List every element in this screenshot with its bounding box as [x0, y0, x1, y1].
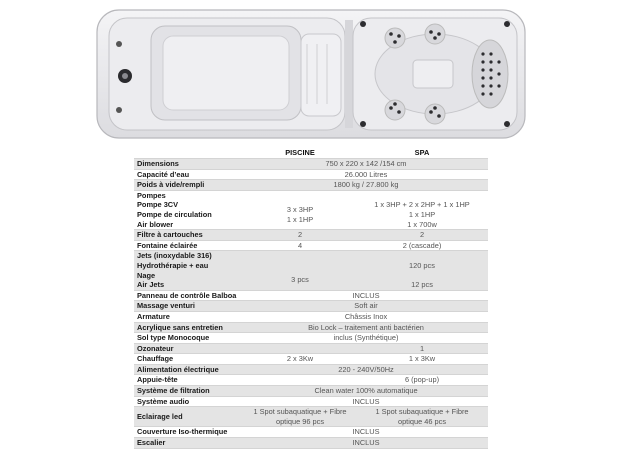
row-value-shared: INCLUS: [244, 427, 488, 438]
row-label: Poids à vide/rempli: [134, 180, 244, 191]
row-value-piscine: 4: [244, 240, 356, 251]
row-value-shared: Soft air: [244, 301, 488, 312]
row-label: Eclairage led: [134, 407, 244, 427]
table-row: [134, 159, 488, 170]
row-value-spa: 1 x 3Kw: [356, 354, 488, 365]
row-value-shared: INCLUS: [244, 438, 488, 449]
row-label: Acrylique sans entretien: [134, 322, 244, 333]
row-value-spa: 1 Spot subaquatique + Fibre optique 46 pcs: [356, 407, 488, 427]
table-row: [134, 251, 488, 290]
header-empty: [134, 148, 244, 159]
row-label: Capacité d’eau: [134, 169, 244, 180]
row-value-shared: Bio Lock – traitement anti bactérien: [244, 322, 488, 333]
row-label: Ozonateur: [134, 343, 244, 354]
table-row: [134, 311, 488, 322]
table-row: [134, 375, 488, 386]
table-row: [134, 301, 488, 312]
spec-table-body: [134, 159, 488, 449]
header-spa: SPA: [356, 148, 488, 159]
row-value-spa: 2 (cascade): [356, 240, 488, 251]
row-value-spa: 6 (pop-up): [356, 375, 488, 386]
table-row: [134, 407, 488, 427]
row-value-shared: inclus (Synthétique): [244, 333, 488, 344]
table-row: [134, 190, 488, 229]
table-row: [134, 180, 488, 191]
row-label: Appuie-tête: [134, 375, 244, 386]
row-label: Dimensions: [134, 159, 244, 170]
table-row: [134, 396, 488, 407]
row-value-shared: INCLUS: [244, 396, 488, 407]
row-label: Système de filtration: [134, 386, 244, 397]
row-label: Pompes Pompe 3CV Pompe de circulation Air blower: [134, 190, 244, 229]
row-value-spa: 120 pcs 12 pcs: [356, 251, 488, 290]
row-label: Sol type Monocoque: [134, 333, 244, 344]
row-value-spa: 1 x 3HP + 2 x 2HP + 1 x 1HP 1 x 1HP 1 x 700w: [356, 190, 488, 229]
row-value-piscine: 3 pcs: [244, 251, 356, 290]
spec-table: [134, 148, 488, 449]
row-label: Système audio: [134, 396, 244, 407]
row-value-shared: 750 x 220 x 142 /154 cm: [244, 159, 488, 170]
table-row: [134, 333, 488, 344]
row-value-piscine: 3 x 3HP 1 x 1HP: [244, 190, 356, 229]
row-value-shared: Clean water 100% automatique: [244, 386, 488, 397]
row-label: Couverture Iso-thermique: [134, 427, 244, 438]
row-label: Chauffage: [134, 354, 244, 365]
table-row: [134, 438, 488, 449]
row-value-spa: 1: [356, 343, 488, 354]
row-label: Panneau de contrôle Balboa: [134, 290, 244, 301]
table-row: [134, 240, 488, 251]
table-row: [134, 354, 488, 365]
table-row: [134, 169, 488, 180]
table-header: [134, 148, 488, 159]
row-label: Filtre à cartouches: [134, 230, 244, 241]
row-value-shared: 1800 kg / 27.800 kg: [244, 180, 488, 191]
row-value-shared: Châssis Inox: [244, 311, 488, 322]
row-label: Escalier: [134, 438, 244, 449]
table-row: [134, 364, 488, 375]
row-value-piscine: 2 x 3Kw: [244, 354, 356, 365]
row-value-shared: 220 - 240V/50Hz: [244, 364, 488, 375]
table-row: [134, 290, 488, 301]
row-value-piscine: [244, 343, 356, 354]
header-piscine: PISCINE: [244, 148, 356, 159]
row-label: Armature: [134, 311, 244, 322]
row-value-spa: 2: [356, 230, 488, 241]
row-label: Jets (inoxydable 316) Hydrothérapie + eau Nage Air Jets: [134, 251, 244, 290]
table-row: [134, 427, 488, 438]
row-value-piscine: [244, 375, 356, 386]
row-value-piscine: 2: [244, 230, 356, 241]
swim-spa-top-view-image: [95, 4, 527, 144]
table-row: [134, 386, 488, 397]
table-row: [134, 322, 488, 333]
row-value-shared: 26.000 Litres: [244, 169, 488, 180]
row-value-piscine: 1 Spot subaquatique + Fibre optique 96 pcs: [244, 407, 356, 427]
table-row: [134, 230, 488, 241]
row-label: Fontaine éclairée: [134, 240, 244, 251]
row-value-shared: INCLUS: [244, 290, 488, 301]
table-row: [134, 343, 488, 354]
row-label: Massage venturi: [134, 301, 244, 312]
row-label: Alimentation électrique: [134, 364, 244, 375]
